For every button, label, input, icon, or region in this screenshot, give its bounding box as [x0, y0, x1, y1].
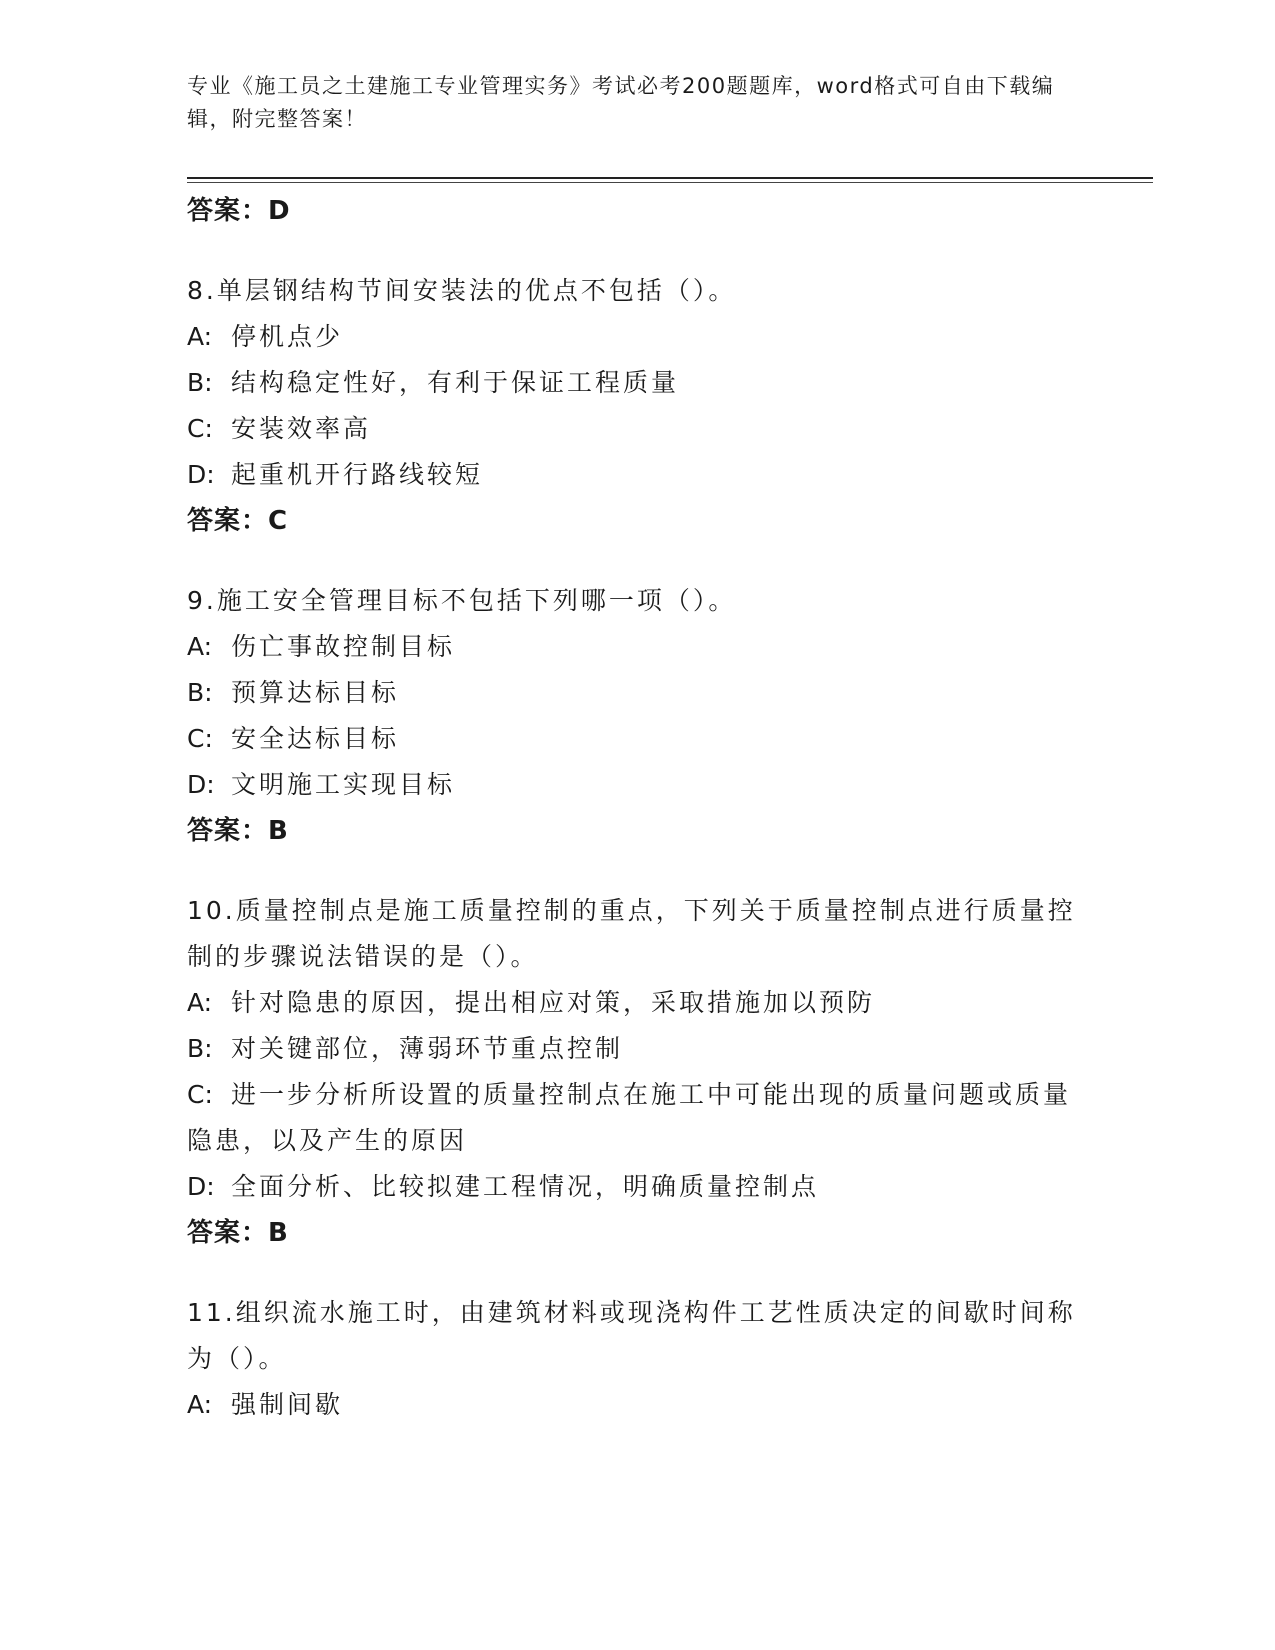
question-block [187, 268, 1087, 544]
option-d [187, 1164, 1087, 1210]
question-block [187, 578, 1087, 854]
option-text: 强制间歇 [231, 1390, 344, 1419]
option-key: C: [187, 724, 213, 753]
option-key: B: [187, 1034, 213, 1063]
option-text: 伤亡事故控制目标 [231, 632, 456, 661]
option-key: C: [187, 414, 213, 443]
answer-label: 答案：C [187, 506, 289, 536]
document-body [187, 188, 1087, 1428]
option-a [187, 980, 1087, 1026]
option-c [187, 406, 1087, 452]
option-c [187, 1072, 1087, 1164]
option-key: C: [187, 1080, 213, 1109]
option-b [187, 670, 1087, 716]
option-text: 对关键部位，薄弱环节重点控制 [231, 1034, 624, 1063]
option-text: 起重机开行路线较短 [231, 460, 484, 489]
option-text: 文明施工实现目标 [231, 770, 456, 799]
option-text: 全面分析、比较拟建工程情况，明确质量控制点 [231, 1172, 820, 1201]
option-key: A: [187, 322, 213, 351]
question-block [187, 888, 1087, 1256]
option-text: 安装效率高 [231, 414, 372, 443]
option-text: 停机点少 [231, 322, 344, 351]
option-c [187, 716, 1087, 762]
option-text: 结构稳定性好，有利于保证工程质量 [231, 368, 680, 397]
option-text: 预算达标目标 [231, 678, 400, 707]
option-text: 针对隐患的原因，提出相应对策，采取措施加以预防 [231, 988, 876, 1017]
option-a [187, 314, 1087, 360]
option-key: B: [187, 678, 213, 707]
header-divider-thick [187, 177, 1153, 179]
question-stem: 8.单层钢结构节间安装法的优点不包括（）。 [187, 276, 737, 305]
option-a [187, 624, 1087, 670]
option-key: D: [187, 1172, 215, 1201]
answer-label: 答案：D [187, 196, 291, 226]
option-b [187, 360, 1087, 406]
option-text: 安全达标目标 [231, 724, 400, 753]
option-text: 进一步分析所设置的质量控制点在施工中可能出现的质量问题或质量隐患，以及产生的原因 [187, 1080, 1072, 1155]
option-key: A: [187, 632, 213, 661]
question-stem: 11.组织流水施工时，由建筑材料或现浇构件工艺性质决定的间歇时间称为（）。 [187, 1298, 1076, 1373]
answer-label: 答案：B [187, 816, 289, 846]
option-d [187, 452, 1087, 498]
question-stem: 10.质量控制点是施工质量控制的重点，下列关于质量控制点进行质量控制的步骤说法错误的是（）。 [187, 896, 1076, 971]
option-key: D: [187, 460, 215, 489]
option-key: A: [187, 1390, 213, 1419]
option-d [187, 762, 1087, 808]
header-divider-thin [187, 182, 1153, 183]
option-b [187, 1026, 1087, 1072]
question-block [187, 1290, 1087, 1428]
option-key: B: [187, 368, 213, 397]
document-header: 专业《施工员之土建施工专业管理实务》考试必考200题题库，word格式可自由下载编辑，附完整答案！ [187, 74, 1055, 131]
option-key: A: [187, 988, 213, 1017]
answer-label: 答案：B [187, 1218, 289, 1248]
question-stem: 9.施工安全管理目标不包括下列哪一项（）。 [187, 586, 737, 615]
option-a [187, 1382, 1087, 1428]
option-key: D: [187, 770, 215, 799]
